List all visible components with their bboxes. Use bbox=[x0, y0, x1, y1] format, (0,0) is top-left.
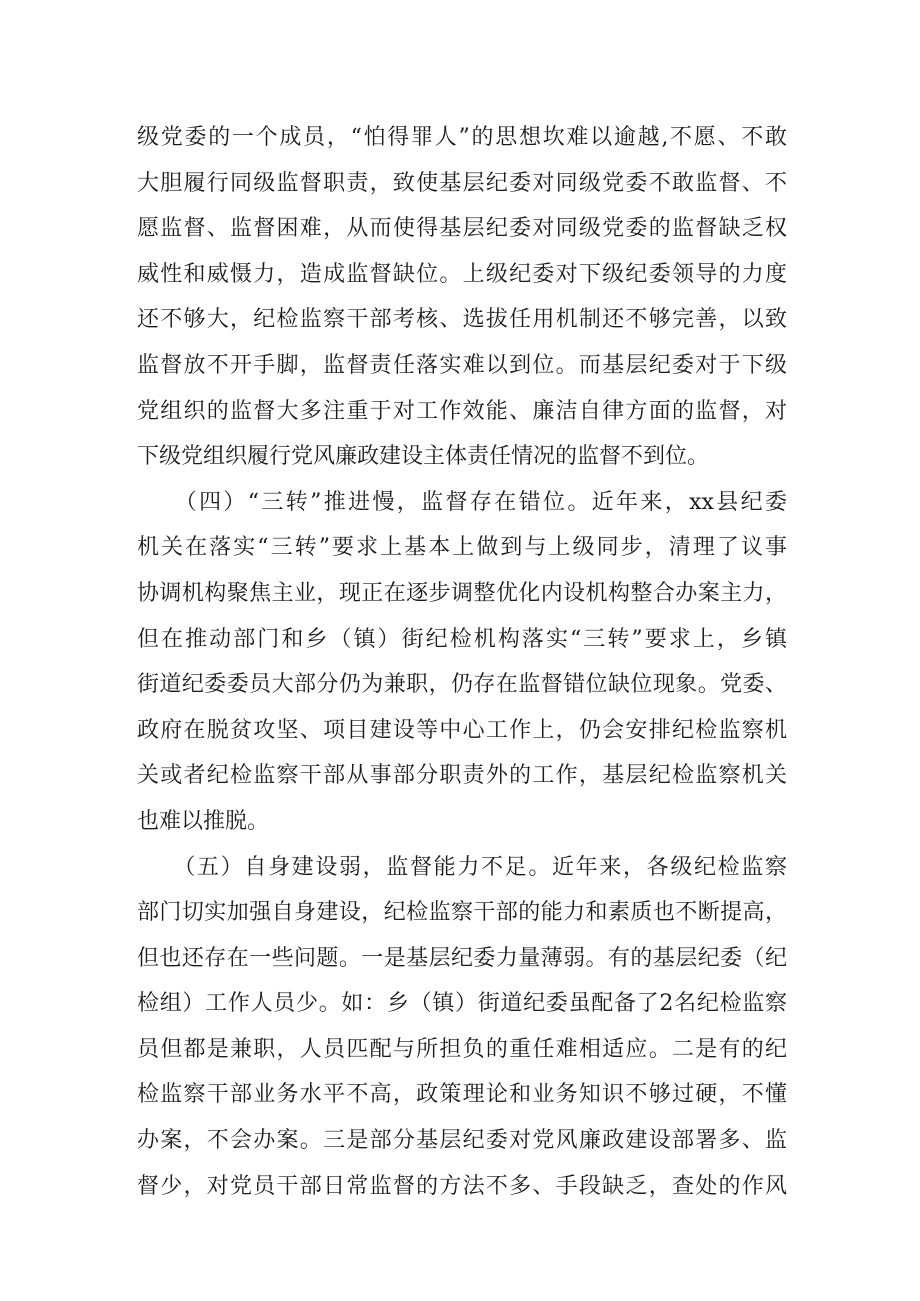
text-line: 下级党组织履行党风廉政建设主体责任情况的监督不到位。 bbox=[137, 444, 710, 470]
text-line: 政府在脱贫攻坚、项目建设等中心工作上，仍会安排纪检监察机 bbox=[137, 717, 787, 743]
text-line: 机关在落实“三转”要求上基本上做到与上级同步，清理了议事 bbox=[137, 535, 787, 561]
text-line: 街道纪委委员大部分仍为兼职，仍存在监督错位缺位现象。党委、 bbox=[137, 672, 787, 698]
body-text bbox=[137, 115, 787, 1209]
text-line: 级党委的一个成员，“怕得罪人”的思想坎难以逾越,不愿、不敢 bbox=[137, 125, 787, 150]
text-line: 也难以推脱。 bbox=[137, 808, 270, 834]
text-line: 党组织的监督大多注重于对工作效能、廉洁自律方面的监督，对 bbox=[137, 398, 787, 424]
text-line: 大胆履行同级监督职责，致使基层纪委对同级党委不敢监督、不 bbox=[137, 170, 787, 196]
text-line: 威性和威慑力，造成监督缺位。上级纪委对下级纪委领导的力度 bbox=[137, 261, 787, 287]
text-line: （五）自身建设弱，监督能力不足。近年来，各级纪检监察 bbox=[137, 854, 787, 880]
text-line: 督少，对党员干部日常监督的方法不多、手段缺乏，查处的作风 bbox=[137, 1173, 787, 1199]
text-line: 还不够大，纪检监察干部考核、选拔任用机制还不够完善，以致 bbox=[137, 307, 787, 333]
text-line: 检组）工作人员少。如：乡（镇）街道纪委虽配备了2名纪检监察 bbox=[137, 991, 787, 1017]
text-line: 协调机构聚焦主业，现正在逐步调整优化内设机构整合办案主力， bbox=[137, 580, 787, 606]
text-line: （四）“三转”推进慢，监督存在错位。近年来，xx县纪委 bbox=[137, 489, 787, 515]
text-line: 员但都是兼职，人员匹配与所担负的重任难相适应。二是有的纪 bbox=[137, 1036, 787, 1062]
text-line: 但也还存在一些问题。一是基层纪委力量薄弱。有的基层纪委（纪 bbox=[137, 945, 787, 971]
text-line: 部门切实加强自身建设，纪检监察干部的能力和素质也不断提高， bbox=[137, 900, 787, 926]
text-line: 愿监督、监督困难，从而使得基层纪委对同级党委的监督缺乏权 bbox=[137, 216, 787, 242]
text-line: 办案，不会办案。三是部分基层纪委对党风廉政建设部署多、监 bbox=[137, 1128, 787, 1154]
text-line: 检监察干部业务水平不高，政策理论和业务知识不够过硬，不懂 bbox=[137, 1082, 787, 1108]
text-line: 但在推动部门和乡（镇）街纪检机构落实“三转”要求上，乡镇 bbox=[137, 626, 787, 652]
text-line: 监督放不开手脚，监督责任落实难以到位。而基层纪委对于下级 bbox=[137, 352, 787, 378]
text-line: 关或者纪检监察干部从事部分职责外的工作，基层纪检监察机关 bbox=[137, 763, 787, 789]
